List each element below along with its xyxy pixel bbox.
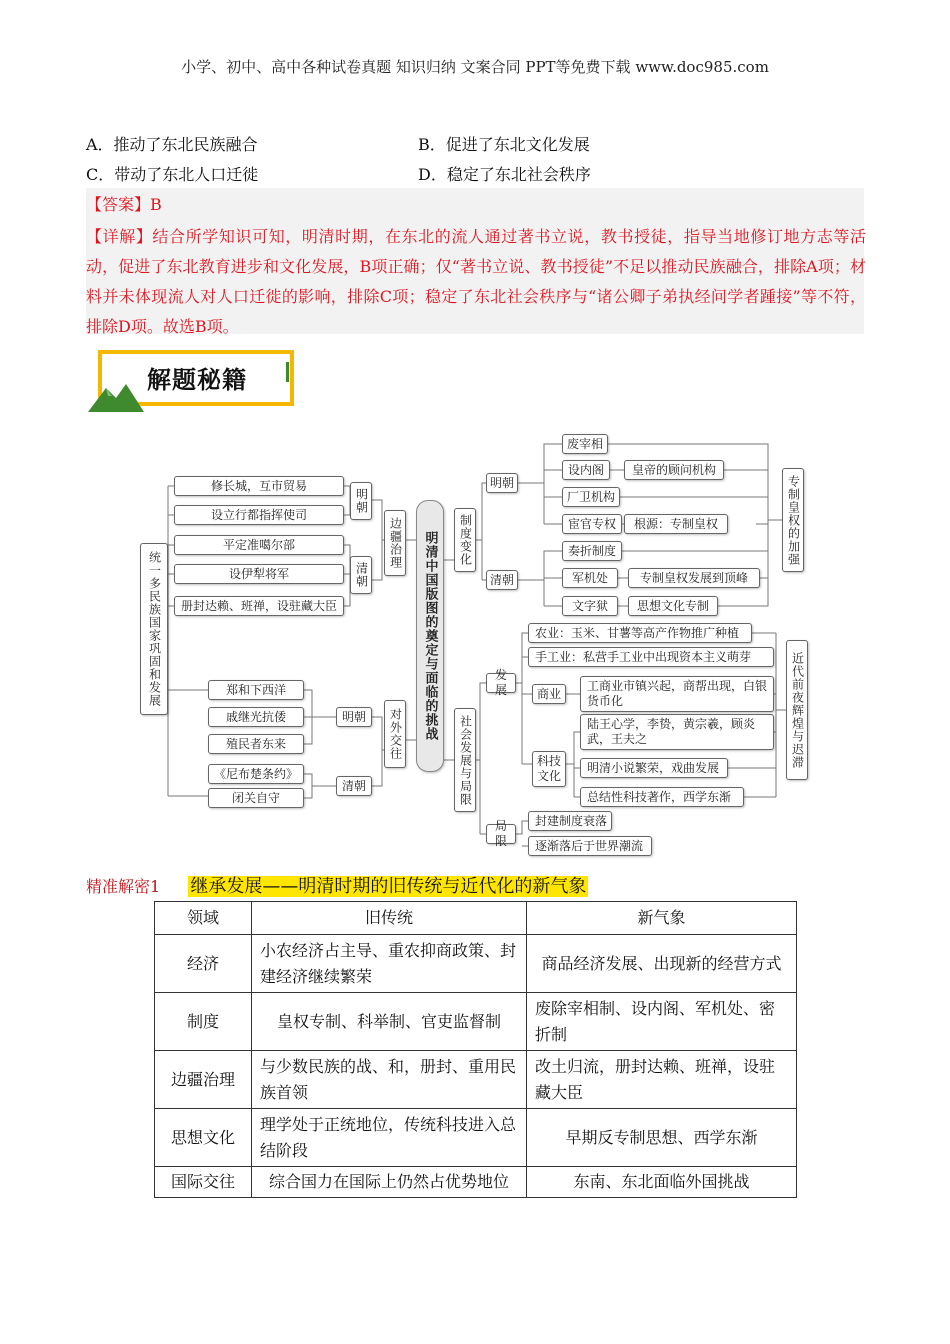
mindmap-foreign-qing-1: 《尼布楚条约》 (208, 764, 304, 784)
mindmap-border-qing-1: 平定准噶尔部 (174, 535, 344, 555)
table-cell: 综合国力在国际上仍然占优势地位 (252, 1167, 527, 1198)
table-cell: 早期反专制思想、西学东渐 (527, 1109, 797, 1167)
mindmap-limit-1: 封建制度衰落 (528, 811, 612, 831)
table-header-row (155, 902, 797, 935)
table-header-cell: 领域 (155, 902, 252, 935)
comparison-table (154, 901, 797, 1198)
mindmap-sys-ming-sub-1: 皇帝的顾问机构 (624, 460, 724, 480)
mindmap-limit-label: 局限 (486, 824, 516, 844)
table-cell: 皇权专制、科举制、官吏监督制 (252, 993, 527, 1051)
page-header: 小学、初中、高中各种试卷真题 知识归纳 文案合同 PPT等免费下载 www.doc985.com (181, 58, 769, 76)
table-header-cell: 新气象 (527, 902, 797, 935)
mindmap-system-result: 专制皇权的加强 (782, 468, 804, 572)
table-header-cell: 旧传统 (252, 902, 527, 935)
table-row (155, 935, 797, 993)
mindmap-border-ming-label: 明朝 (350, 482, 372, 520)
mindmap-foreign-qing-label: 清朝 (336, 776, 372, 796)
mindmap-sys-ming-sub-2: 根源：专制皇权 (624, 514, 728, 534)
mindmap-dev-sci-2: 明清小说繁荣，戏曲发展 (580, 758, 728, 778)
option-a: A．推动了东北民族融合 (86, 135, 258, 154)
table-cell: 废除宰相制、设内阁、军机处、密折制 (527, 993, 797, 1051)
table-cell: 经济 (155, 935, 252, 993)
mindmap-develop-label: 发展 (486, 673, 516, 693)
table-cell: 制度 (155, 993, 252, 1051)
table-cell: 改土归流，册封达赖、班禅，设驻藏大臣 (527, 1051, 797, 1109)
mindmap-society-node: 社会发展与局限 (454, 708, 476, 812)
mindmap-foreign-ming-label: 明朝 (336, 707, 372, 727)
mindmap-sys-qing-2: 军机处 (562, 568, 618, 588)
answer-detail: 【详解】结合所学知识可知，明清时期，在东北的流人通过著书立说，教书授徒，指导当地修订地方志等活动，促进了东北教育进步和文化发展，B项正确；仅“著书立说、教书授徒”不足以推动民族融合，排除A项；材料并未体现流人对人口迁徙的影响，排除C项；稳定了东北社会秩序与“诸公卿子弟执经问学者踵接”等不符，排除D项。故选B项。 (86, 227, 866, 336)
mindmap-system-ming-label: 明朝 (486, 473, 518, 493)
option-c: C．带动了东北人口迁徙 (86, 165, 259, 184)
mindmap-sys-qing-sub-1: 专制皇权发展到顶峰 (628, 568, 760, 588)
mindmap-foreign-qing-2: 闭关自守 (208, 788, 304, 808)
table-row (155, 1109, 797, 1167)
mindmap-sys-ming-1: 废宰相 (562, 434, 608, 454)
table-row (155, 1051, 797, 1109)
section-title: 继承发展——明清时期的旧传统与近代化的新气象 (190, 876, 587, 897)
answer-label: 【答案】B (86, 195, 162, 214)
mindmap-dev-result: 近代前夜辉煌与迟滞 (786, 640, 808, 780)
mindmap-border-qing-2: 设伊犁将军 (174, 564, 344, 584)
mindmap-sys-ming-3: 厂卫机构 (562, 487, 620, 507)
mindmap-dev-sci-1: 陆王心学，李贽，黄宗羲，顾炎武，王夫之 (580, 714, 774, 750)
mindmap-foreign-ming-2: 戚继光抗倭 (208, 707, 304, 727)
mindmap-foreign-ming-1: 郑和下西洋 (208, 680, 304, 700)
mindmap-sys-ming-4: 宦官专权 (562, 514, 622, 534)
mindmap-system-qing-label: 清朝 (486, 570, 518, 590)
mindmap-dev-agri: 农业：玉米、甘薯等高产作物推广种植 (528, 623, 752, 643)
mindmap-foreign-node: 对外交往 (384, 700, 406, 768)
mindmap-sys-qing-3: 文字狱 (562, 596, 618, 616)
mindmap-left-root: 统一多民族国家巩固和发展 (140, 543, 168, 715)
mindmap-border-node: 边疆治理 (384, 510, 406, 576)
mindmap-limit-2: 逐渐落后于世界潮流 (528, 836, 652, 856)
table-row (155, 1167, 797, 1198)
mindmap-sys-qing-sub-2: 思想文化专制 (628, 596, 718, 616)
mindmap-sys-ming-2: 设内阁 (562, 460, 610, 480)
section-heading (86, 872, 588, 898)
banner-title: 解题秘籍 (147, 366, 247, 394)
option-d: D．稳定了东北社会秩序 (418, 165, 591, 184)
table-cell: 国际交往 (155, 1167, 252, 1198)
section-label: 精准解密1 (86, 877, 161, 896)
mindmap-dev-craft: 手工业：私营手工业中出现资本主义萌芽 (528, 647, 774, 667)
mindmap-border-ming-2: 设立行都指挥使司 (174, 505, 344, 525)
mindmap-border-qing-label: 清朝 (350, 556, 372, 594)
mindmap-system-node: 制度变化 (454, 508, 476, 572)
table-cell: 小农经济占主导、重农抑商政策、封建经济继续繁荣 (252, 935, 527, 993)
table-cell: 边疆治理 (155, 1051, 252, 1109)
mindmap-border-ming-1: 修长城，互市贸易 (174, 476, 344, 496)
mindmap-dev-scitech: 科技文化 (532, 751, 566, 787)
table-cell: 理学处于正统地位，传统科技进入总结阶段 (252, 1109, 527, 1167)
mindmap-dev-commerce-text: 工商业市镇兴起，商帮出现，白银货币化 (580, 676, 774, 712)
table-cell: 商品经济发展、出现新的经营方式 (527, 935, 797, 993)
mindmap-dev-commerce: 商业 (532, 684, 566, 704)
option-b: B．促进了东北文化发展 (418, 135, 590, 154)
table-cell: 思想文化 (155, 1109, 252, 1167)
mindmap-dev-sci-3: 总结性科技著作，西学东渐 (580, 787, 744, 807)
table-cell: 与少数民族的战、和，册封、重用民族首领 (252, 1051, 527, 1109)
mindmap-foreign-ming-3: 殖民者东来 (208, 734, 304, 754)
mindmap-center: 明清中国版图的奠定与面临的挑战 (416, 500, 444, 772)
mindmap-sys-qing-1: 奏折制度 (562, 541, 622, 561)
table-row (155, 993, 797, 1051)
table-cell: 东南、东北面临外国挑战 (527, 1167, 797, 1198)
mindmap-border-qing-3: 册封达赖、班禅，设驻藏大臣 (174, 596, 344, 616)
